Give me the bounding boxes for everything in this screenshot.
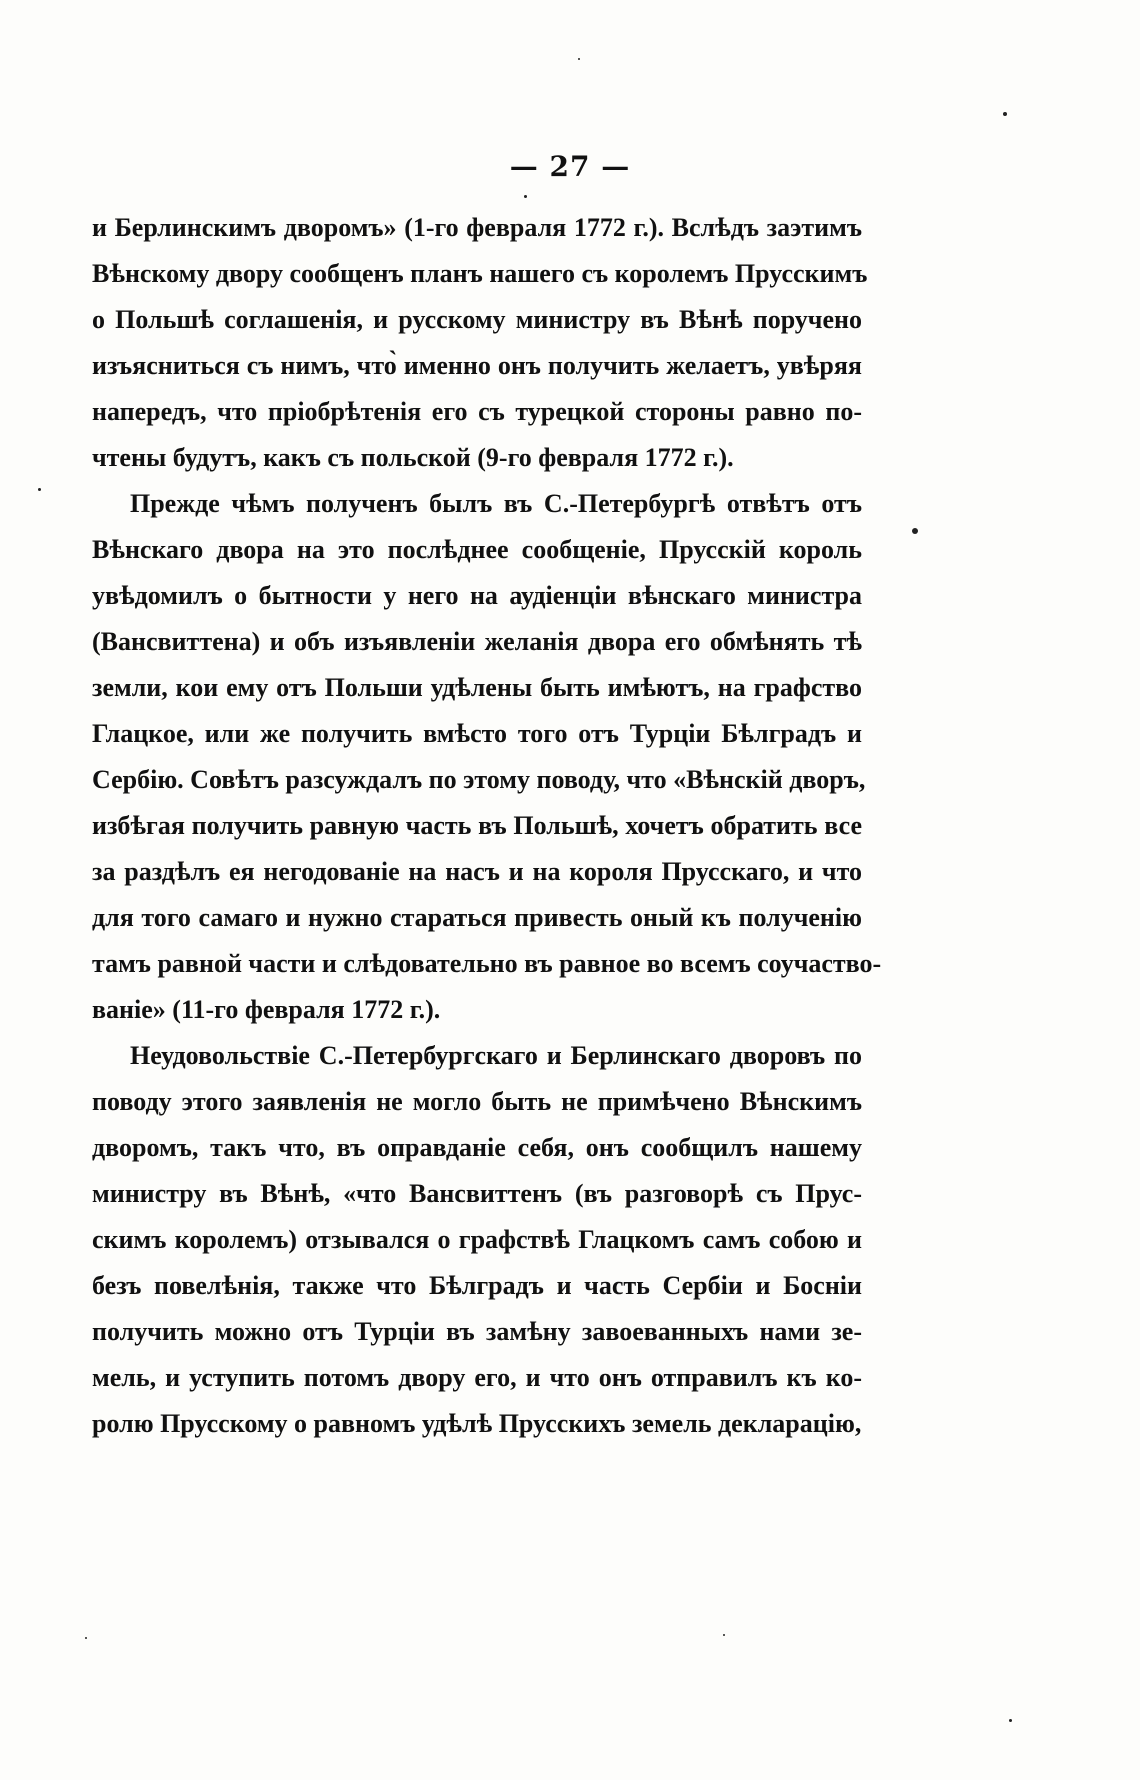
text-line: избѣгая получить равную часть въ Польшѣ, хочетъ обратить все <box>92 811 862 840</box>
paragraph-3 <box>92 1033 862 1447</box>
scan-speck <box>524 195 527 198</box>
text-line: дворомъ, такъ что, въ оправданіе себя, онъ сообщилъ нашему <box>92 1133 862 1162</box>
text-line: за раздѣлъ ея негодованіе на насъ и на короля Прусскаго, и что <box>92 857 862 886</box>
paragraph-2 <box>92 481 882 1033</box>
text-line: скимъ королемъ) отзывался о графствѣ Глацкомъ самъ собою и <box>92 1225 862 1254</box>
text-line: чтены будутъ, какъ съ польской (9-го февраля 1772 г.). <box>92 443 734 472</box>
text-line: Прежде чѣмъ полученъ былъ въ С.-Петербургѣ отвѣтъ отъ <box>130 489 862 518</box>
scan-speck <box>723 1634 725 1636</box>
text-line: Вѣнскаго двора на это послѣднее сообщеніе, Прусскій король <box>92 535 862 564</box>
text-line: Глацкое, или же получить вмѣсто того отъ Турціи Бѣлградъ и <box>92 719 862 748</box>
text-line: Вѣнскому двору сообщенъ планъ нашего съ королемъ Прусскимъ <box>92 259 868 288</box>
text-line: изъясниться съ нимъ, что̀ именно онъ получить желаетъ, увѣряя <box>92 351 862 380</box>
text-line: тамъ равной части и слѣдовательно въ равное во всемъ соучаство- <box>92 949 882 978</box>
paragraph-1 <box>92 205 868 481</box>
scan-speck <box>38 488 41 491</box>
text-line: ваніе» (11-го февраля 1772 г.). <box>92 995 441 1024</box>
text-line: (Вансвиттена) и объ изъявленіи желанія двора его обмѣнять тѣ <box>92 627 862 656</box>
text-line: напередъ, что пріобрѣтенія его съ турецкой стороны равно по- <box>92 397 862 426</box>
text-line: земли, кои ему отъ Польши удѣлены быть имѣютъ, на графство <box>92 673 862 702</box>
text-line: увѣдомилъ о бытности у него на аудіенціи вѣнскаго министра <box>92 581 862 610</box>
scan-speck <box>912 528 918 534</box>
scan-speck <box>85 1637 87 1639</box>
text-line: поводу этого заявленія не могло быть не примѣчено Вѣнскимъ <box>92 1087 862 1116</box>
text-line: министру въ Вѣнѣ, «что Вансвиттенъ (въ разговорѣ съ Прус- <box>92 1179 862 1208</box>
body-text <box>92 205 882 1447</box>
text-line: Сербію. Совѣтъ разсуждалъ по этому поводу, что «Вѣнскій дворъ, <box>92 765 866 794</box>
scan-speck <box>578 58 580 60</box>
text-line: мель, и уступить потомъ двору его, и что онъ отправилъ къ ко- <box>92 1363 862 1392</box>
text-line: получить можно отъ Турціи въ замѣну завоеванныхъ нами зе- <box>92 1317 862 1346</box>
text-line: и Берлинскимъ дворомъ» (1-го февраля 1772 г.). Вслѣдъ заэтимъ <box>92 213 862 242</box>
scan-speck <box>1009 1719 1012 1722</box>
text-line: для того самаго и нужно стараться привесть оный къ полученію <box>92 903 862 932</box>
page-number: — 27 — <box>509 150 631 183</box>
text-line: о Польшѣ соглашенія, и русскому министру въ Вѣнѣ поручено <box>92 305 862 334</box>
text-line: Неудовольствіе С.-Петербургскаго и Берлинскаго дворовъ по <box>130 1041 862 1070</box>
text-line: ролю Прусскому о равномъ удѣлѣ Прусскихъ земель декларацію, <box>92 1409 862 1438</box>
text-line: безъ повелѣнія, также что Бѣлградъ и часть Сербіи и Босніи <box>92 1271 862 1300</box>
scan-speck <box>1003 112 1007 116</box>
